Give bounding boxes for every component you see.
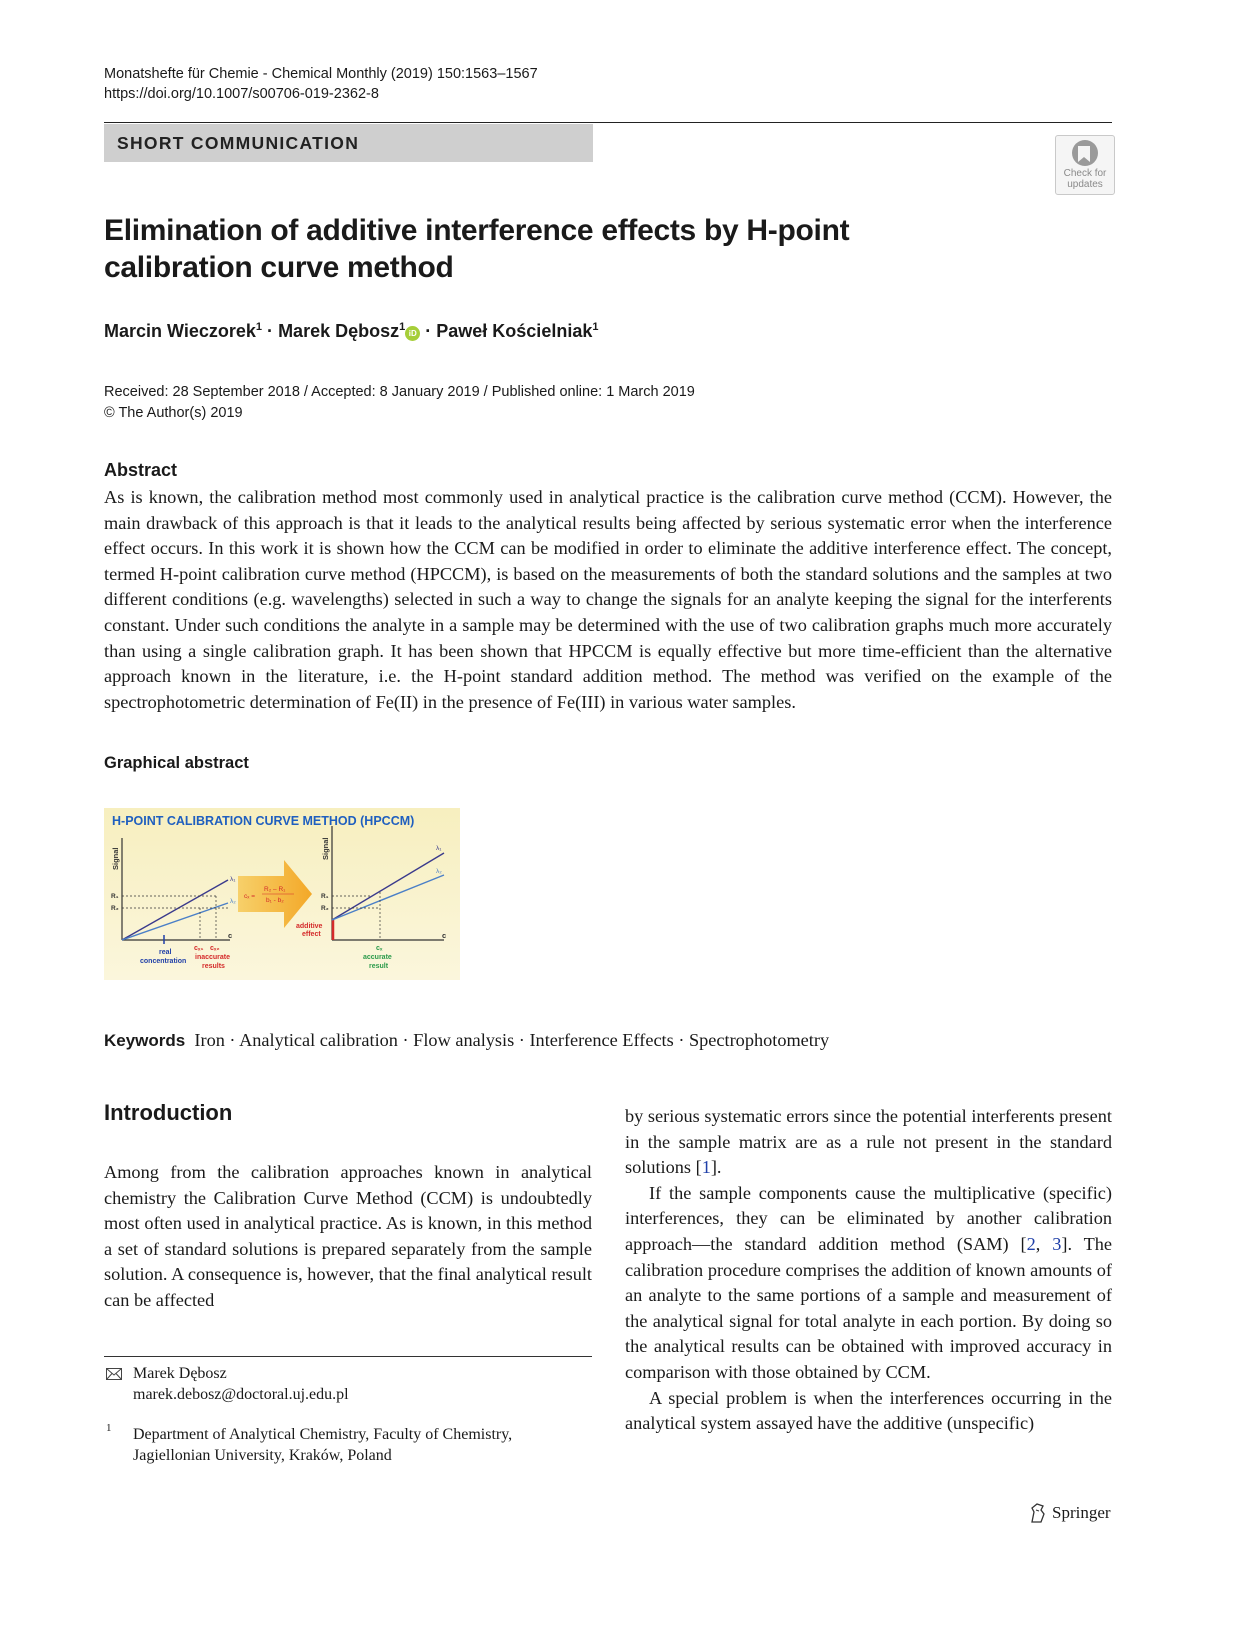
intro-left-column: Among from the calibration approaches known in analytical chemistry the Calibration Curve Method (CCM) is undoubtedly most often used in analytical practice. As is known, in this method a set of standard solutions is prepared separately from the sample solution. A consequence is, however, that the final analytical result can be affected <box>104 1162 592 1310</box>
left-cx2-label: cₓ₂ <box>210 945 220 952</box>
intro-paragraph <box>625 1181 1112 1386</box>
author-list <box>104 321 598 342</box>
right-x-label: c <box>442 931 447 940</box>
check-updates-label: Check for updates <box>1063 168 1107 190</box>
right-lambda1-label: λ₁ <box>436 845 442 852</box>
affiliation-line: Jagiellonian University, Kraków, Poland <box>133 1447 392 1464</box>
publisher-logo-text <box>1052 1503 1111 1523</box>
left-inaccurate-label-2: results <box>202 963 225 970</box>
right-accurate-label-2: result <box>369 963 389 970</box>
right-r1-label: R₁ <box>321 893 329 900</box>
author-affiliation: 1 <box>399 321 406 333</box>
author-affiliation: 1 <box>592 321 599 333</box>
publication-dates: Received: 28 September 2018 / Accepted: 8 January 2019 / Published online: 1 March 2019 <box>104 384 695 400</box>
affiliation-number: 1 <box>106 1422 112 1434</box>
author-separator: · <box>425 321 432 341</box>
keywords-list: Iron · Analytical calibration · Flow analysis · Interference Effects · Spectrophotometry <box>194 1030 830 1050</box>
figure-title: H-POINT CALIBRATION CURVE METHOD (HPCCM) <box>112 814 415 828</box>
left-x-label: c <box>228 931 233 940</box>
intro-paragraph <box>625 1104 1112 1181</box>
paragraph-text: by serious systematic errors since the potential interferents present in the sample matrix are as a rule not present in the standard solutions [ <box>625 1106 1112 1178</box>
doi-link[interactable]: https://doi.org/10.1007/s00706-019-2362-8 <box>104 86 379 102</box>
left-r2-label: R₂ <box>111 905 119 912</box>
arrow-formula-num: R₂ – R₁ <box>264 886 286 893</box>
author-name[interactable]: Marek Dębosz <box>278 321 400 341</box>
arrow-formula-lhs: cₓ = <box>244 893 255 900</box>
check-updates-icon <box>1056 136 1114 170</box>
additive-effect-label-2: effect <box>302 931 321 938</box>
orcid-icon[interactable]: iD <box>405 326 420 341</box>
paragraph-text: ]. <box>710 1157 722 1178</box>
citation-link[interactable]: 1 <box>701 1157 711 1178</box>
article-title: Elimination of additive interference effects by H-point calibration curve method <box>104 214 850 284</box>
copyright-line: © The Author(s) 2019 <box>104 405 243 421</box>
left-y-label: Signal <box>111 847 120 870</box>
intro-right-column <box>625 1104 1112 1437</box>
left-real-label-1: real <box>159 949 172 956</box>
affiliation-line: Department of Analytical Chemistry, Faculty of Chemistry, <box>133 1426 513 1443</box>
citation-link[interactable]: 3 <box>1052 1233 1062 1254</box>
graphical-abstract-figure <box>104 808 460 980</box>
author-name[interactable]: Paweł Kościelniak <box>436 321 593 341</box>
keywords-label: Keywords <box>104 1031 186 1050</box>
additive-effect-label-1: additive <box>296 923 323 930</box>
abstract-body: As is known, the calibration method most commonly used in analytical practice is the calibration curve method (CCM). However, the main drawback of this approach is that it leads to the analytical results being affected by serious systematic error when the interference effect occurs. In this work it is shown how the CCM can be modified in order to eliminate the additive interference effect. The concept, termed H-point calibration curve method (HPCCM), is based on the measurements of both the standard solutions and the samples at two different conditions (e.g. wavelengths) selected in such a way to change the signals for an analyte keeping the signal for the interferents constant. Under such conditions the analyte in a sample may be determined with the use of two calibration graphs much more accurately than using a single calibration graph. It has been shown that HPCCM is equally effective but more time-efficient than the alternative approach known in the literature, i.e. the H-point standard addition method. The method was verified on the example of the spectrophotometric determination of Fe(II) in the presence of Fe(III) in various water samples. <box>104 487 1112 712</box>
left-lambda1-label: λ₁ <box>230 876 236 883</box>
right-lambda2-label: λ₂ <box>436 868 442 875</box>
graphical-abstract-heading: Graphical abstract <box>104 754 249 772</box>
publisher-name: Springer <box>1052 1503 1111 1522</box>
journal-citation: Monatshefte für Chemie - Chemical Monthly (2019) 150:1563–1567 <box>104 66 538 82</box>
footnote-rule <box>104 1356 592 1357</box>
introduction-heading: Introduction <box>104 1100 233 1125</box>
author-affiliation: 1 <box>255 321 263 333</box>
paragraph-text: ]. The calibration procedure comprises the addition of known amounts of an analyte to the same portions of a sample and measurement of the analytical signal for total analyte in each portion. By doing so the analytical results can be obtained with improved accuracy in comparison with those obtained by CCM. <box>625 1233 1113 1382</box>
author-separator: · <box>267 321 274 341</box>
affiliation-text <box>133 1424 583 1466</box>
corresponding-author <box>133 1363 349 1405</box>
keywords-line <box>104 1030 829 1051</box>
citation-link[interactable]: 2 <box>1026 1233 1036 1254</box>
left-real-label-2: concentration <box>140 958 187 965</box>
intro-paragraph: A special problem is when the interferences occurring in the analytical system assayed have the additive (unspecific) <box>625 1387 1112 1434</box>
abstract-heading: Abstract <box>104 460 178 480</box>
corresponding-author-name: Marek Dębosz <box>133 1365 227 1382</box>
arrow-formula-den: b₁ - b₂ <box>266 897 284 904</box>
section-label: SHORT COMMUNICATION <box>117 133 360 153</box>
left-r1-label: R₁ <box>111 893 119 900</box>
right-y-label: Signal <box>321 837 330 860</box>
right-r2-label: R₂ <box>321 905 329 912</box>
paragraph-text: , <box>1035 1233 1053 1254</box>
article-dates <box>104 382 695 424</box>
check-for-updates-badge[interactable] <box>1055 135 1115 195</box>
springer-horse-icon <box>1028 1502 1048 1524</box>
left-inaccurate-label-1: inaccurate <box>195 954 231 961</box>
paragraph-text: If the sample components cause the multiplicative (specific) interferences, they can be eliminated by another calibration approach—the standard addition method (SAM) [ <box>625 1182 1112 1254</box>
author-name[interactable]: Marcin Wieczorek <box>104 321 256 341</box>
envelope-icon <box>106 1368 122 1380</box>
left-lambda2-label: λ₂ <box>230 898 236 905</box>
corresponding-author-email[interactable]: marek.debosz@doctoral.uj.edu.pl <box>133 1386 349 1403</box>
right-accurate-label-1: accurate <box>363 954 392 961</box>
right-cx-label: cₓ <box>376 945 383 952</box>
journal-header <box>104 64 538 104</box>
left-cx1-label: cₓ₁ <box>194 945 204 952</box>
header-rule <box>104 122 1112 123</box>
